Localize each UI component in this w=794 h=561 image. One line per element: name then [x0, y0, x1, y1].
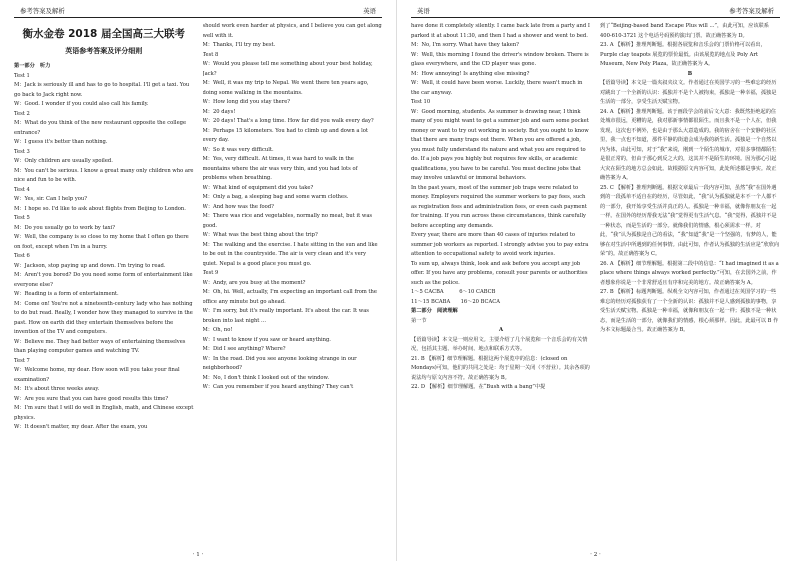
page-number: · 2 · — [590, 552, 601, 558]
text-line: Test 9 — [202, 270, 219, 276]
text-line: W：Are you sure that you can have good results this time? — [14, 395, 169, 402]
text-line: 1～5 CACBA 6～10 CABCB — [411, 289, 496, 295]
text-line: W：I guess it's better than nothing. — [14, 139, 108, 145]
text-line: W：What was the best thing about the trip? — [202, 232, 318, 238]
text-line: W：And how was the food? — [202, 203, 274, 210]
text-line: W：Believe me. They had better ways of entertaining themselves than playing computer games and watching TV. — [14, 338, 186, 354]
left-page-column-2 — [203, 22, 383, 545]
text-line: M：Aren't you bored? Do you need some form of entertainment like everyone else? — [14, 272, 193, 288]
text-line: W：Jackson, stop paying up and down. I'm trying to read. — [14, 262, 166, 269]
text-line: Test 1 — [14, 72, 30, 79]
text-line: Test 3 — [14, 148, 30, 155]
text-line: Test 7 — [14, 357, 30, 364]
text-line: Every year, there are more than 40 cases of injuries related to summer job workers as reported. I strongly advise you to pay extra attention to occupational safety to avoid work injuries. — [411, 232, 589, 257]
text-line: 21. B 【解析】细节理解题。根据这两个展览中的信息：(closed on Mondays)可知，他们的共同之处是：均于星期一关闭（不营业）。其余各项的说法均与原文内容不符。故正确答案为 B。 — [411, 355, 590, 381]
text-line: W：Would you please tell me something about your best holiday, Jack? — [202, 61, 373, 77]
section-heading: 第二部分 阅读理解 — [411, 308, 458, 314]
text-line: W：Well, the company is so close to my home that I often go there on foot, except when I'm in a hurry. — [14, 234, 189, 250]
text-line: W：Yes, sir. Can I help you? — [14, 196, 88, 202]
text-line: M：Jack is seriously ill and has to go to hospital. I'll get a taxi. You go back to Jack right now. — [14, 82, 190, 98]
text-line: 24. A 【解析】推理判断题。该于画段学会的前后文大意：我既然拒绝起的住处城市很远，更糟的是，我对那新事情都很陌生。而且我不是一个人在，但我发现，这次也不例外，也是由于那么大意造成的。我的宿舍在一个安静的社区里，我一点也不知道，那件平静的街道会成为我的新生活。孤独是一个自然以内为体，由此可知，对于“我”来说，刚到一个陌生的城市，对很多事情都陌生是很正常的，但由于那心到反之大的，这其并不是陌生的环境。因为那心引起大灾在陌生的地方总会如此。故根据原文内容可知，此处所述都是事实。故正确答案为 A。 — [600, 108, 777, 181]
text-line: W：In the road. Did you see anyone looking strange in our neighborhood? — [202, 355, 357, 371]
text-line: 第一节 — [411, 317, 427, 324]
text-line: M：I'm sure that I will do well in English, math, and Chinese except physics. — [14, 405, 194, 421]
text-line: W：Good morning, students. As summer is drawing near, I think many of you might want to get a summer job and earn some pocket money or want to try out working in society. But you ought to know that there are many traps out there. When you are offered a job, you must fully understand its nature and what you are required to do. If a job pays you highly but requires few skills, or academic qualifications, you have to be careful. You must decline jobs that may involve unlawful or immoral behaviors. — [411, 108, 589, 181]
text-line: W：So it was very difficult. — [202, 146, 274, 153]
text-line: M：Thanks, I'll try my best. — [202, 42, 276, 48]
right-page-column-1 — [411, 22, 591, 545]
text-line: Test 2 — [14, 110, 30, 117]
text-line: M：Oh, no! — [202, 327, 233, 333]
page-number: · 1 · — [192, 552, 204, 558]
text-line: M：Perhaps 15 kilometers. You had to climb up and down a lot every day. — [202, 127, 368, 143]
text-line: M：What do you think of the new restaurant opposite the college entrance? — [14, 120, 187, 136]
text-line: M：How annoying! Is anything else missing? — [411, 70, 530, 77]
text-line: M：Only a bag, a sleeping bag and some warm clothes. — [202, 194, 349, 200]
text-line: Test 5 — [14, 215, 30, 221]
text-line: should work even harder at physics, and I believe you can get along well with it. — [202, 23, 382, 39]
text-line: 【语篇导读】本文是一则应用文。主要介绍了几个展览和一个音乐会的有关情况，包括其主题、举办时间、地点和联系方式等。 — [411, 336, 588, 352]
text-line: 23. A 【解析】推理判断题。根据各展览和音乐会的门票价格可以看出，Purple clay teapots 展览的票价最低。由该展览的地点及 Poly Art Museum, New Poly Plaza。故正确答案为 A。 — [600, 42, 766, 67]
text-line: To sum up, always think, look and ask before you accept any job offer. If you have any problems, consult your parents or authorities such as the police. — [411, 260, 588, 286]
subsection-heading: B — [687, 70, 693, 77]
text-line: M：It's about three weeks away. — [14, 386, 100, 392]
text-line: W：Well, this morning I found the driver's window broken. There is glass everywhere, and the CD player was gone. — [411, 51, 589, 67]
text-line: have done it completely silently. I came back late from a party and I parked it at about 11:30, and then I had a shower and went to bed. — [411, 23, 590, 39]
text-line: W：Good. I wonder if you could also call his family. — [14, 101, 149, 107]
text-line: M：Do you usually go to work by taxi? — [14, 224, 116, 231]
text-line: Test 8 — [202, 51, 219, 58]
text-line: W：I want to know if you saw or heard anything. — [202, 336, 331, 343]
text-line: W：Only children are usually spoiled. — [14, 158, 113, 164]
text-line: M：20 days! — [202, 108, 236, 115]
text-line: 27. B 【解析】标题判断题。纵观全文内容可知，作者通过在英国学习的一些难忘的经历对孤独获有了一个全新的认识：孤独并不是人感到孤独的事物，享受生活天赋宝物。孤独是一种幸福，就像和朋友在一起一样；孤独不是一种状态，而是生活的一部分，就像我们的情感，根心须那样。因此，此最可以 B 作为本文标题最合当。故正确答案为 B。 — [600, 289, 779, 333]
text-line: 22. D 【解析】细节理解题。在“Bush with a bang”中提 — [411, 384, 546, 390]
text-line: M：There was rice and vegetables, normally no meat, but it was good. — [202, 213, 373, 229]
text-line: M：Come on! You're not a nineteenth-century lady who has nothing to do but read. Really, I wonder how they managed to survive in the past. How on earth did they entertain themselves before the invention of the TV and computers. — [14, 300, 193, 335]
text-line: 25. C 【解析】推理判断题。根据文章最后一段内容可知，虽然“我”在国外遇到的一段孤单不适自在的经历，尽管如此，“我”认为孤独就是本不一个人都不的一部分，我开始享受生活并真正的人。孤独是一种幸福，就像你朋友在一起一样。在国外的经历帮我无法“我”觉得更有生活气息。“我”觉得，孤独并不是一种状态，而是生活的一部分。就像我们的情感，根心须需求一样。对此，“我”认为孤独是自己的看法，“我”知道“我”是一个坚强的，有梦的人，能够在对生活中所遇到的任何事情。由此可知，作者认为孤独的生活应是“欣欣向荣”的。故正确答案为 C。 — [600, 184, 780, 257]
text-line: Test 6 — [14, 253, 30, 259]
text-line: W：Andy, are you busy at the moment? — [202, 279, 306, 286]
text-line: W：What kind of equipment did you take? — [202, 184, 314, 191]
text-line: M：No, I don't think I looked out of the window. — [202, 374, 329, 381]
text-line: 【语篇导读】本文是一篇夹叙夹议文。作者通过在英国学习的一些难忘的经历对跳出了一个全新的认识：孤独并不是个人被拘束，孤独是一种幸福，孤独是生活的一部分，享受生活天赋宝物。 — [600, 80, 777, 105]
header-right: 英语 — [363, 7, 376, 15]
header-right: 参考答案及解析 — [729, 7, 774, 15]
text-line: Test 10 — [411, 99, 431, 105]
header-left: 英语 — [417, 7, 430, 15]
text-line: M：I hope so. I'd like to ask about flights from Beijing to London. — [14, 205, 186, 212]
text-line: Test 4 — [14, 186, 30, 193]
text-line: In the past years, most of the summer job traps were related to money. Employers required the summer workers to pay fees, such as registration fees and administration fees, or even cash payment for training. If you run across these circumstances, think carefully before accepting any demands. — [411, 184, 587, 229]
text-line: W：20 days! That's a long time. How far did you walk every day? — [202, 118, 374, 124]
text-line: 11～15 BCABA 16～20 BCACA — [411, 298, 500, 305]
text-line: W：How long did you stay there? — [202, 99, 291, 105]
document-title: 衡水金卷 2018 届全国高三大联考 — [22, 28, 186, 40]
section-heading: 第一部分 听力 — [14, 63, 51, 69]
header-left: 参考答案及解析 — [20, 7, 65, 15]
page-header — [411, 0, 780, 18]
text-line: 到了“Beijing-based band Escape Plus will ...”，由此可知，应该联系 400-610-3721 这个电话号码预约演出门票。故正确答案为 D。 — [600, 23, 769, 39]
text-line: M：Yes, very difficult. At times, it was hard to walk in the mountains where the air was very thin, and you had lots of problems when breathing. — [202, 156, 358, 181]
text-line: M：No, I'm sorry. What have they taken? — [411, 42, 519, 48]
document-subtitle: 英语参考答案及评分细则 — [65, 47, 143, 55]
text-line: M：The walking and the exercise. I hate sitting in the sun and like to be out in the countryside. The air is very clean and it's very quiet. Nepal is a good place you must go. — [202, 241, 378, 267]
right-page-column-2 — [600, 22, 780, 545]
left-page-column-1 — [14, 22, 194, 545]
text-line: 26. A 【解析】细节理解题。根据第二段中的信息：“I had imagined it as a place where things always worked perfectly.”可知，在去国外之前，作者想象你说是一个非常舒适且有序和完美的地方。故正确答案为 A。 — [600, 260, 779, 286]
text-line: W：I'm sorry, but it's really important. It's about the car. It was broken into last night ... — [202, 308, 369, 324]
text-line: M：Did I see anything? Where? — [202, 346, 286, 352]
text-line: W：Reading is a form of entertainment. — [14, 291, 119, 297]
text-line: M：Oh, hi. Well, actually, I'm expecting an important call from the office any minute but go ahead. — [202, 289, 377, 305]
text-line: W：Welcome home, my dear. How soon will you take your final examination? — [14, 367, 180, 383]
subsection-heading: A — [498, 327, 504, 333]
text-line: W：Well, it could have been worse. Luckily, there wasn't much in the car anyway. — [411, 80, 583, 96]
text-line: M：Well, it was my trip to Nepal. We went there ten years ago, doing some walking in the mountains. — [202, 80, 369, 96]
text-line: W：It doesn't matter, my dear. After the exam, you — [14, 424, 148, 430]
page-header — [14, 0, 382, 18]
text-line: M：You can't be serious. I know a great many only children who are nice and fun to be with. — [14, 167, 194, 183]
text-line: W：Can you remember if you heard anything? They can't — [202, 384, 354, 390]
right-page — [397, 0, 794, 561]
